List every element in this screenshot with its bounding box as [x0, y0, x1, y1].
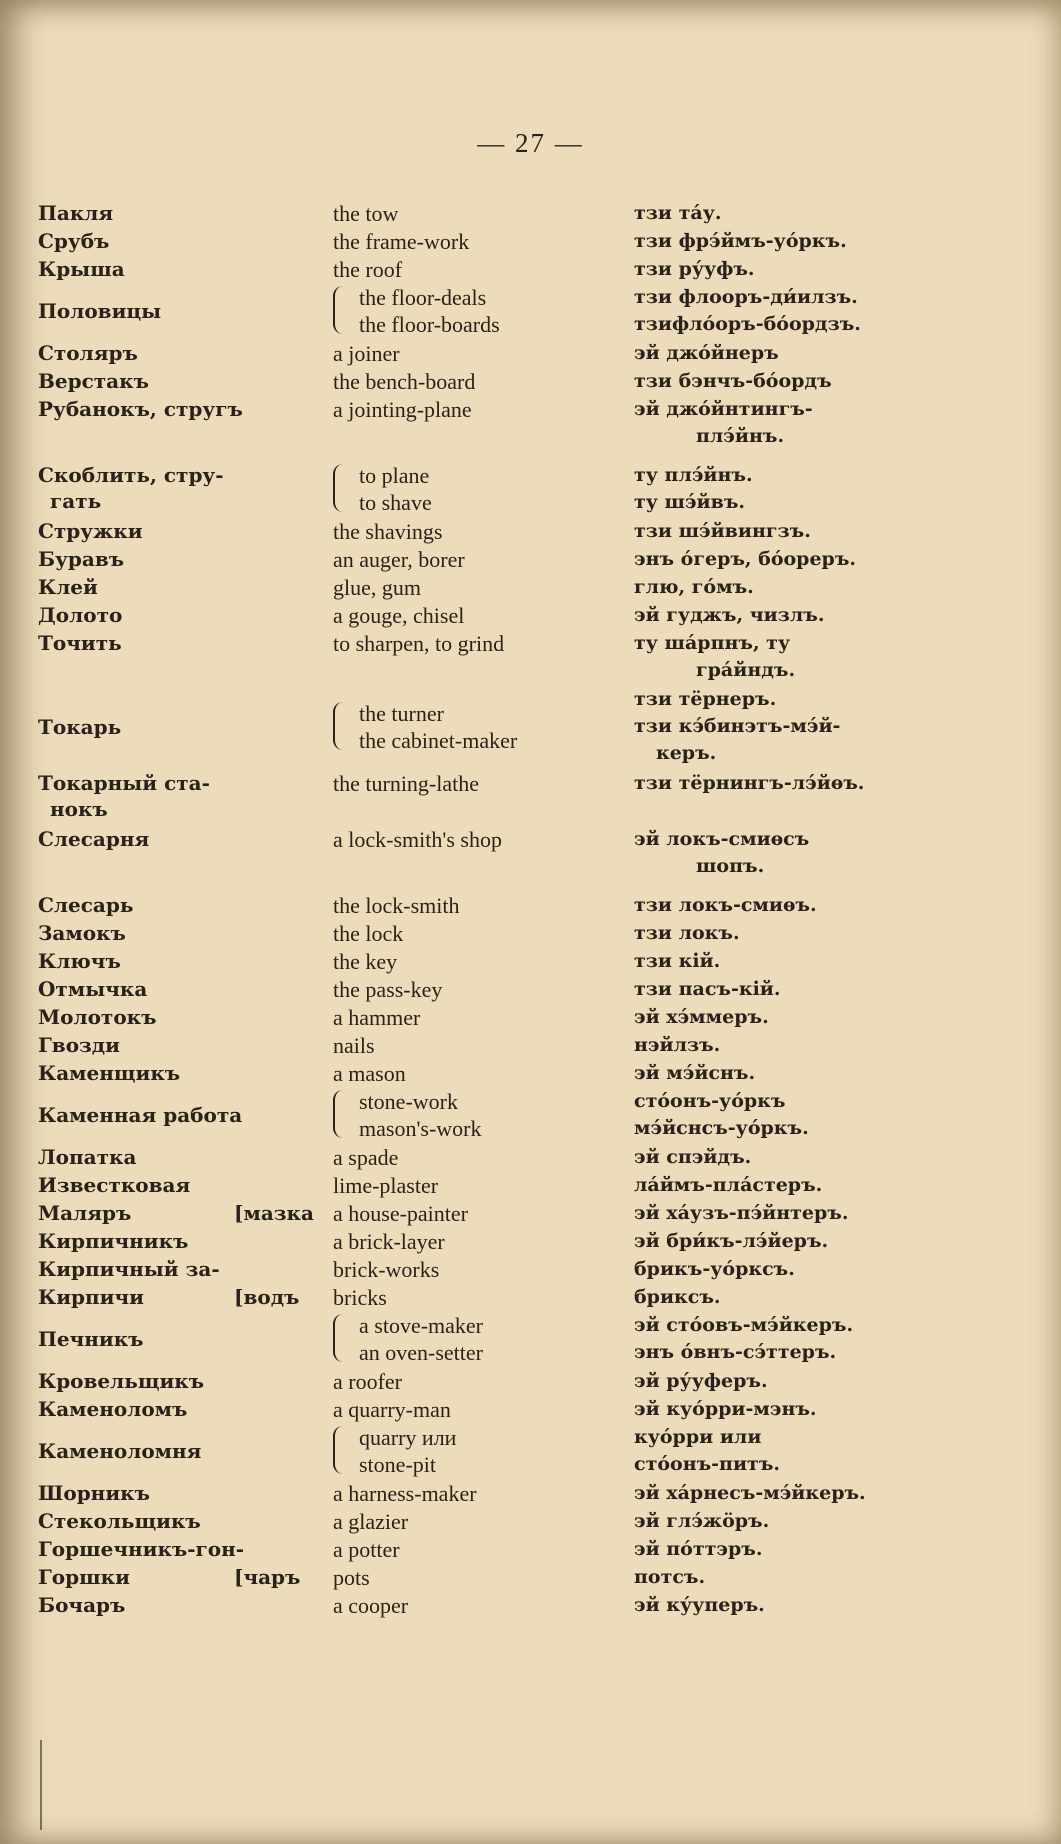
english-term: pots — [333, 1565, 370, 1590]
pronunciations — [634, 1312, 1044, 1366]
continuation-note: [чаръ — [234, 1565, 301, 1589]
pronunciation: тзи пасъ-кій. — [634, 978, 781, 1000]
russian-term: Каменная работа — [38, 1103, 243, 1127]
brace — [333, 1314, 347, 1362]
russian-term: Скоблить, стру- — [38, 463, 224, 487]
pronunciation-continued: керъ. — [656, 742, 717, 764]
list-item — [0, 976, 1061, 1004]
pronunciation: тзи фрэ́ймъ-уо́ркъ. — [634, 230, 847, 252]
russian-term: Долото — [38, 603, 123, 627]
english-term: the cabinet-maker — [359, 728, 518, 753]
page-number: — 27 — — [477, 128, 584, 158]
russian-term: Лопатка — [38, 1145, 137, 1169]
english-term: the turner — [359, 701, 444, 726]
pronunciation: тзи кій. — [634, 950, 721, 972]
russian-term: Пакля — [38, 201, 114, 225]
pronunciation: сто́онъ-питъ. — [634, 1453, 781, 1475]
russian-term: Отмычка — [38, 977, 148, 1001]
english-terms — [333, 1424, 649, 1478]
english-term: a cooper — [333, 1593, 409, 1618]
english-term: to plane — [359, 463, 430, 488]
russian-term: Клей — [38, 575, 98, 599]
english-term: lime-plaster — [333, 1173, 439, 1198]
pronunciation: эй джо́йнеръ — [634, 342, 779, 364]
list-item — [0, 770, 1061, 826]
english-term: the frame-work — [333, 229, 470, 254]
pronunciation: тзи бэнчъ-бо́ордъ — [634, 370, 832, 392]
list-item — [0, 1312, 1061, 1368]
pronunciation: эй глэ́жӧръ. — [634, 1510, 770, 1532]
russian-term: Кирпичный за- — [38, 1257, 220, 1281]
pronunciations — [634, 826, 1044, 880]
pronunciation: ту шэ́йвъ. — [634, 491, 746, 513]
pronunciation: тзи тёрнингъ-лэ́йѳъ. — [634, 772, 865, 794]
english-terms — [333, 700, 649, 754]
english-terms — [333, 462, 649, 516]
english-term: quarry или — [359, 1425, 457, 1450]
russian-term: Горшки — [38, 1565, 130, 1589]
list-item — [0, 518, 1061, 546]
russian-term-group — [38, 1200, 314, 1226]
list-item — [0, 200, 1061, 228]
pronunciation: эй спэйдъ. — [634, 1146, 752, 1168]
list-item — [0, 340, 1061, 368]
continuation-note: [мазка — [234, 1201, 314, 1225]
english-term: a harness-maker — [333, 1481, 477, 1506]
russian-term: Бочаръ — [38, 1593, 126, 1617]
english-terms — [333, 1088, 649, 1142]
list-item — [0, 1032, 1061, 1060]
english-term: the shavings — [333, 519, 443, 544]
list-item — [0, 1284, 1061, 1312]
english-term: bricks — [333, 1285, 387, 1310]
russian-term: Половицы — [38, 299, 162, 323]
english-term: the turning-lathe — [333, 771, 480, 796]
english-term: a mason — [333, 1061, 406, 1086]
list-item — [0, 1256, 1061, 1284]
list-item — [0, 256, 1061, 284]
pronunciation-continued: гра́йндъ. — [696, 659, 796, 681]
russian-term: Кровельщикъ — [38, 1369, 205, 1393]
english-term: the bench-board — [333, 369, 476, 394]
russian-terms — [38, 770, 308, 822]
english-term: mason's-work — [359, 1116, 482, 1141]
english-term: an oven-setter — [359, 1340, 483, 1365]
pronunciations — [634, 396, 1044, 450]
list-item — [0, 1228, 1061, 1256]
russian-term: Известковая — [38, 1173, 191, 1197]
pronunciation: куо́рри или — [634, 1426, 762, 1448]
russian-term: Кирпичи — [38, 1285, 144, 1309]
english-term: a potter — [333, 1537, 400, 1562]
list-item — [0, 574, 1061, 602]
pronunciation: эй гуджъ, чизлъ. — [634, 604, 825, 626]
list-item — [0, 284, 1061, 340]
pronunciation: тзи кэ́бинэтъ-мэ́й- — [634, 715, 841, 737]
russian-term-group — [38, 1564, 308, 1590]
list-item — [0, 1200, 1061, 1228]
pronunciations — [634, 1088, 1044, 1142]
brace — [333, 1426, 347, 1474]
pronunciation: эй мэ́йснъ. — [634, 1062, 756, 1084]
russian-term: Каменщикъ — [38, 1061, 181, 1085]
list-item — [0, 1396, 1061, 1424]
pronunciation: тзи тёрнеръ. — [634, 688, 777, 710]
list-item — [0, 1004, 1061, 1032]
pronunciation: нэйлзъ. — [634, 1034, 721, 1056]
english-term: a glazier — [333, 1509, 409, 1534]
list-item — [0, 1172, 1061, 1200]
russian-term: Срубъ — [38, 229, 110, 253]
pronunciation: тзи локъ-смиѳъ. — [634, 894, 817, 916]
russian-term: Рубанокъ, стругъ — [38, 397, 243, 421]
pronunciation: энъ о́геръ, бо́ореръ. — [634, 548, 857, 570]
pronunciation: эй локъ-смиѳсъ — [634, 828, 810, 850]
english-term: to sharpen, to grind — [333, 631, 505, 656]
list-item — [0, 826, 1061, 882]
list-item — [0, 228, 1061, 256]
english-term: a roofer — [333, 1369, 403, 1394]
pronunciation: эй ха́узъ-пэ́йнтеръ. — [634, 1202, 849, 1224]
russian-term: Молотокъ — [38, 1005, 157, 1029]
english-term: stone-pit — [359, 1452, 436, 1477]
english-term: brick-works — [333, 1257, 440, 1282]
russian-terms — [38, 462, 308, 514]
russian-term: Каменоломня — [38, 1439, 202, 1463]
pronunciation: потсъ. — [634, 1566, 706, 1588]
margin-mark — [40, 1740, 42, 1830]
pronunciation: тзи флооръ-ди́илзъ. — [634, 286, 858, 308]
russian-term-continued: нокъ — [50, 797, 108, 821]
list-item — [0, 1088, 1061, 1144]
pronunciation: эй куо́рри-мэнъ. — [634, 1398, 817, 1420]
brace — [333, 286, 347, 334]
english-term: a joiner — [333, 341, 400, 366]
russian-term: Точить — [38, 631, 122, 655]
russian-term: Верстакъ — [38, 369, 149, 393]
vocabulary-list — [0, 200, 1061, 1620]
russian-term: Крыша — [38, 257, 125, 281]
pronunciation: эй ха́рнесъ-мэ́йкеръ. — [634, 1482, 866, 1504]
pronunciations — [634, 462, 1044, 516]
brace — [333, 464, 347, 512]
pronunciation: сто́онъ-уо́ркъ — [634, 1090, 786, 1112]
english-term: to shave — [359, 490, 432, 515]
pronunciations — [634, 284, 1044, 338]
russian-term: Слесарня — [38, 827, 150, 851]
english-terms — [333, 1312, 649, 1366]
english-term: the floor-boards — [359, 312, 500, 337]
list-item — [0, 546, 1061, 574]
russian-term: Печникъ — [38, 1327, 144, 1351]
pronunciation: бриксъ. — [634, 1286, 721, 1308]
pronunciation: эй ку́уперъ. — [634, 1594, 765, 1616]
pronunciation: ту ша́рпнъ, ту — [634, 632, 791, 654]
russian-term: Столяръ — [38, 341, 138, 365]
english-term: the key — [333, 949, 398, 974]
pronunciation: тзи ру́уфъ. — [634, 258, 755, 280]
brace — [333, 1090, 347, 1138]
brace — [333, 702, 347, 750]
russian-term: Шорникъ — [38, 1481, 150, 1505]
list-item — [0, 1564, 1061, 1592]
pronunciation: эй по́ттэръ. — [634, 1538, 763, 1560]
list-item — [0, 686, 1061, 770]
list-item — [0, 1536, 1061, 1564]
list-item — [0, 1060, 1061, 1088]
pronunciation: эй хэ́ммеръ. — [634, 1006, 769, 1028]
english-term: the tow — [333, 201, 399, 226]
english-term: nails — [333, 1033, 375, 1058]
list-item — [0, 948, 1061, 976]
russian-term: Замокъ — [38, 921, 126, 945]
pronunciation: глю, го́мъ. — [634, 576, 754, 598]
pronunciation: ла́ймъ-пла́стеръ. — [634, 1174, 823, 1196]
pronunciation: тзи та́у. — [634, 202, 722, 224]
pronunciation: эй бри́къ-лэ́йеръ. — [634, 1230, 829, 1252]
english-term: the roof — [333, 257, 403, 282]
english-terms — [333, 284, 649, 338]
russian-term: Горшечникъ-гон- — [38, 1537, 245, 1561]
english-term: a gouge, chisel — [333, 603, 465, 628]
english-term: a stove-maker — [359, 1313, 483, 1338]
english-term: glue, gum — [333, 575, 421, 600]
russian-term: Токарный ста- — [38, 771, 210, 795]
pronunciation: энъ о́внъ-сэ́ттеръ. — [634, 1341, 837, 1363]
continuation-note: [водъ — [234, 1285, 300, 1309]
english-term: a house-painter — [333, 1201, 468, 1226]
english-term: a spade — [333, 1145, 399, 1170]
pronunciations — [634, 630, 1044, 684]
russian-term: Стекольщикъ — [38, 1509, 201, 1533]
russian-term: Маляръ — [38, 1201, 132, 1225]
pronunciation: тзи локъ. — [634, 922, 740, 944]
russian-term-continued: гать — [50, 489, 102, 513]
list-item — [0, 892, 1061, 920]
english-term: the lock — [333, 921, 404, 946]
russian-term: Слесарь — [38, 893, 134, 917]
english-term: a quarry-man — [333, 1397, 451, 1422]
list-item — [0, 1424, 1061, 1480]
russian-term: Гвозди — [38, 1033, 120, 1057]
list-item — [0, 630, 1061, 686]
pronunciation-continued: плэ́йнъ. — [696, 425, 785, 447]
list-item — [0, 462, 1061, 518]
russian-term: Ключъ — [38, 949, 121, 973]
list-item — [0, 1592, 1061, 1620]
pronunciation: брикъ-уо́ркcъ. — [634, 1258, 795, 1280]
list-item — [0, 602, 1061, 630]
list-item — [0, 396, 1061, 452]
pronunciation: мэ́йснсъ-уо́ркъ. — [634, 1117, 809, 1139]
russian-term-group — [38, 1284, 308, 1310]
english-term: stone-work — [359, 1089, 458, 1114]
pronunciation: эй джо́йнтингъ- — [634, 398, 813, 420]
pronunciation-continued: шопъ. — [696, 855, 765, 877]
russian-term: Стружки — [38, 519, 143, 543]
list-item — [0, 1144, 1061, 1172]
russian-term: Кирпичникъ — [38, 1229, 189, 1253]
pronunciation: тзифло́оръ-бо́ордзъ. — [634, 313, 861, 335]
pronunciation: тзи шэ́йвингзъ. — [634, 520, 811, 542]
list-item — [0, 1508, 1061, 1536]
english-term: a brick-layer — [333, 1229, 445, 1254]
english-term: the pass-key — [333, 977, 443, 1002]
english-term: the lock-smith — [333, 893, 460, 918]
list-item — [0, 368, 1061, 396]
pronunciations — [634, 1424, 1044, 1478]
list-item — [0, 920, 1061, 948]
english-term: an auger, borer — [333, 547, 465, 572]
russian-term: Буравъ — [38, 547, 125, 571]
pronunciation: эй сто́овъ-мэ́йкеръ. — [634, 1314, 854, 1336]
pronunciation: эй ру́уферъ. — [634, 1370, 768, 1392]
english-term: a lock-smith's shop — [333, 827, 502, 852]
english-term: the floor-deals — [359, 285, 487, 310]
russian-term: Каменоломъ — [38, 1397, 188, 1421]
english-term: a hammer — [333, 1005, 421, 1030]
russian-term: Токарь — [38, 715, 122, 739]
list-item — [0, 1368, 1061, 1396]
pronunciation: ту плэ́йнъ. — [634, 464, 753, 486]
list-item — [0, 1480, 1061, 1508]
pronunciations — [634, 686, 1044, 767]
english-term: a jointing-plane — [333, 397, 472, 422]
